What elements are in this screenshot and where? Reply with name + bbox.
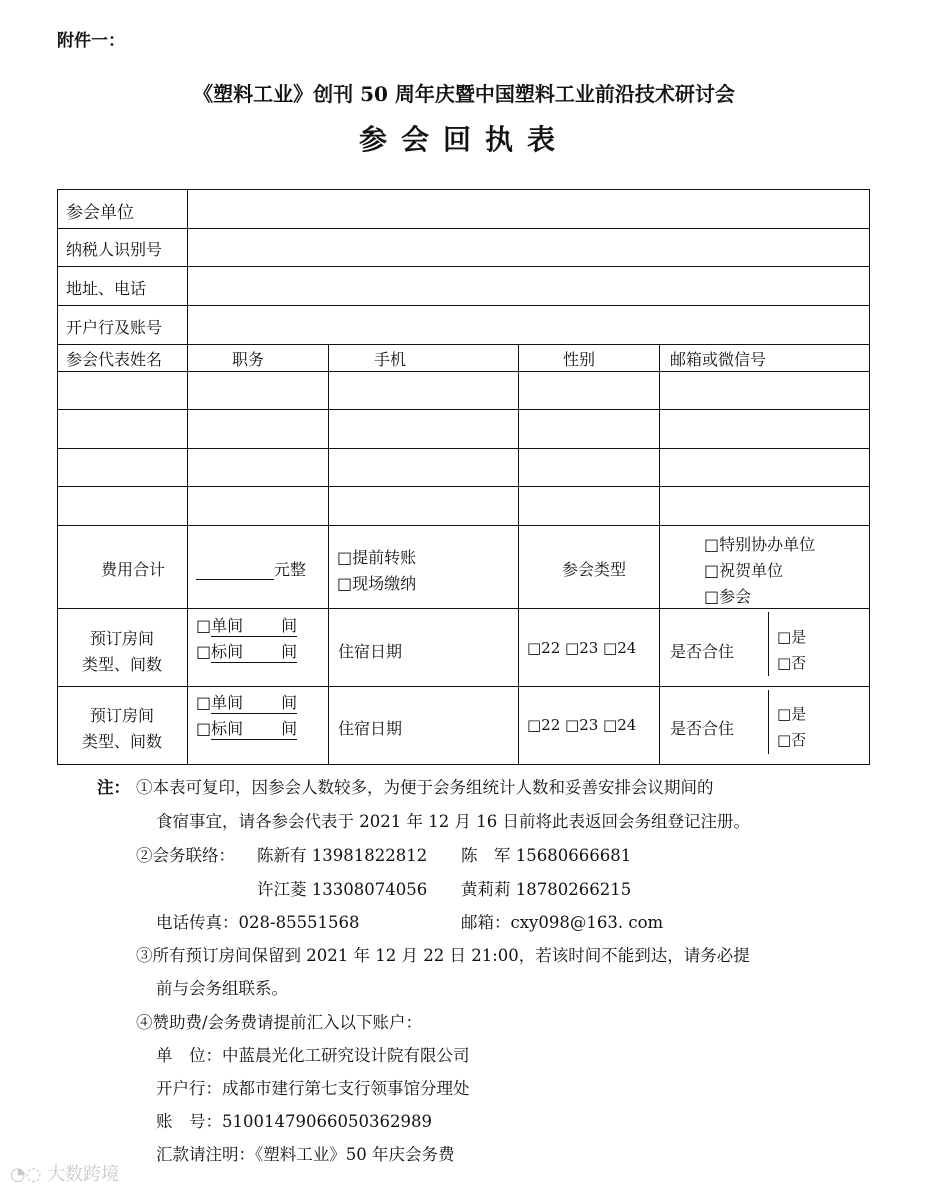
col-position: 职务 — [232, 350, 265, 369]
contact-1: 陈新有 13981822812 — [257, 846, 428, 865]
document-subtitle: 参会回执表 — [358, 123, 569, 156]
type-option-congrats[interactable]: □祝贺单位 — [704, 561, 784, 580]
document-title: 《塑料工业》创刊 50 周年庆暨中国塑料工业前沿技术研讨会 — [193, 82, 735, 106]
standard-room-option[interactable]: □标间 间 — [196, 716, 297, 740]
note-1b: 食宿事宜，请各参会代表于 2021 年 12 月 16 日前将此表返回会务组登记注册。 — [156, 812, 750, 831]
payee-bank: 开户行：成都市建行第七支行领事馆分理处 — [156, 1079, 470, 1098]
room-label-1: 预订房间 — [89, 629, 154, 648]
col-name: 参会代表姓名 — [66, 350, 163, 369]
fee-amount-field[interactable]: 元整 — [196, 557, 306, 580]
standard-room-option[interactable]: □标间 间 — [196, 639, 297, 663]
payee-unit: 单 位：中蓝晨光化工研究设计院有限公司 — [156, 1046, 470, 1065]
unit-label: 参会单位 — [66, 203, 134, 223]
share-yes-option[interactable]: □是 — [777, 705, 807, 723]
attend-type-label: 参会类型 — [562, 560, 627, 579]
stay-date-options[interactable]: □22 □23 □24 — [527, 639, 637, 657]
share-no-option[interactable]: □否 — [777, 731, 807, 749]
note-4: ④赞助费/会务费请提前汇入以下账户： — [136, 1013, 423, 1032]
note-3a: ③所有预订房间保留到 2021 年 12 月 22 日 21:00，若该时间不能到达，请务必提 — [136, 946, 750, 965]
fee-total-label: 费用合计 — [101, 560, 166, 579]
stay-date-label: 住宿日期 — [338, 642, 403, 661]
note-1a: ①本表可复印，因参会人数较多，为便于会务组统计人数和妥善安排会议期间的 — [136, 778, 714, 797]
stay-date-options[interactable]: □22 □23 □24 — [527, 716, 637, 734]
share-room-label: 是否合住 — [670, 719, 735, 738]
payee-account: 账 号：51001479066050362989 — [156, 1112, 432, 1131]
col-email-wechat: 邮箱或微信号 — [670, 350, 767, 369]
note-2-label: ②会务联络： — [136, 846, 235, 865]
stay-date-label: 住宿日期 — [338, 719, 403, 738]
watermark-logo: ◔◌ 大数跨境 — [10, 1164, 120, 1185]
notes-prefix: 注： — [97, 778, 130, 797]
phone-fax: 电话传真：028-85551568 — [156, 913, 360, 932]
share-yes-option[interactable]: □是 — [777, 628, 807, 646]
address-label: 地址、电话 — [66, 279, 147, 298]
col-gender: 性别 — [563, 350, 596, 369]
attachment-label: 附件一： — [57, 31, 125, 51]
watermark-icon: ◔◌ — [10, 1164, 42, 1185]
room-label-1: 预订房间 — [89, 706, 154, 725]
type-option-attend[interactable]: □参会 — [704, 587, 752, 606]
contact-3: 许江菱 13308074056 — [257, 880, 428, 899]
room-label-2: 类型、间数 — [81, 655, 162, 674]
note-3b: 前与会务组联系。 — [156, 979, 288, 998]
remittance-remark: 汇款请注明：《塑料工业》50 年庆会务费 — [156, 1145, 455, 1164]
share-no-option[interactable]: □否 — [777, 654, 807, 672]
tax-id-label: 纳税人识别号 — [66, 240, 163, 259]
single-room-option[interactable]: □单间 间 — [196, 690, 297, 714]
pay-option-onsite[interactable]: □现场缴纳 — [337, 574, 417, 593]
single-room-option[interactable]: □单间 间 — [196, 613, 297, 637]
contact-2: 陈 军 15680666681 — [461, 846, 632, 865]
email[interactable]: 邮箱：cxy098@163. com — [461, 913, 664, 932]
contact-4: 黄莉莉 18780266215 — [461, 880, 632, 899]
room-label-2: 类型、间数 — [81, 732, 162, 751]
type-option-special[interactable]: □特别协办单位 — [704, 535, 816, 554]
col-mobile: 手机 — [374, 350, 407, 369]
share-room-label: 是否合住 — [670, 642, 735, 661]
pay-option-transfer[interactable]: □提前转账 — [337, 548, 417, 567]
bank-account-label: 开户行及账号 — [66, 318, 163, 337]
